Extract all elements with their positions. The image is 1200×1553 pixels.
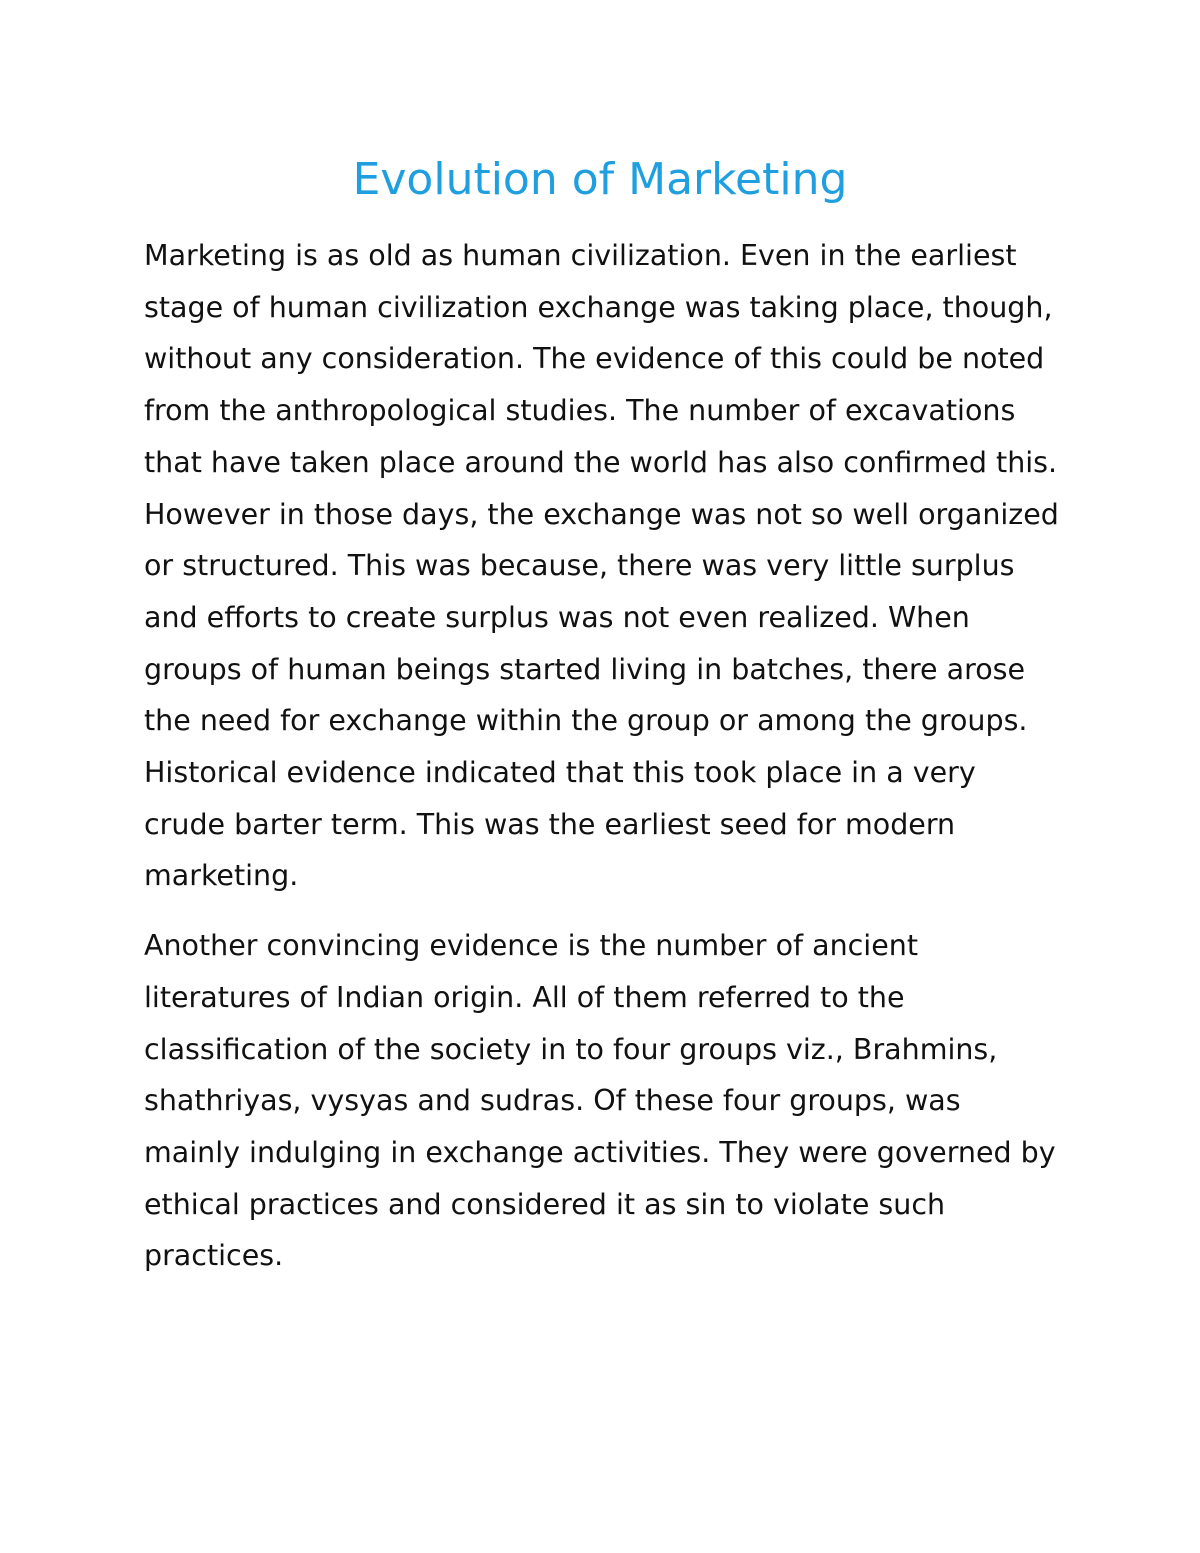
paragraph-1: Marketing is as old as human civilization. Even in the earliest stage of human civilization exchange was taking place, though, without any consideration. The evidence of this could be noted from the anthropological studies. The number of excavations that have taken place around the world has also confirmed this. However in those days, the exchange was not so well organized or structured. This was because, there was very little surplus and efforts to create surplus was not even realized. When groups of human beings started living in batches, there arose the need for exchange within the group or among the groups. Historical evidence indicated that this took place in a very crude barter term. This was the earliest seed for modern marketing.	[144, 239, 1059, 893]
document-title: Evolution of Marketing	[352, 154, 848, 205]
paragraph-2: Another convincing evidence is the number of ancient literatures of Indian origin. All of them referred to the classification of the society in to four groups viz., Brahmins, shathriyas, vysyas and sudras. Of these four groups, was mainly indulging in exchange activities. They were governed by ethical practices and considered it as sin to violate such practices.	[144, 929, 1056, 1273]
document-body	[144, 230, 1059, 1300]
